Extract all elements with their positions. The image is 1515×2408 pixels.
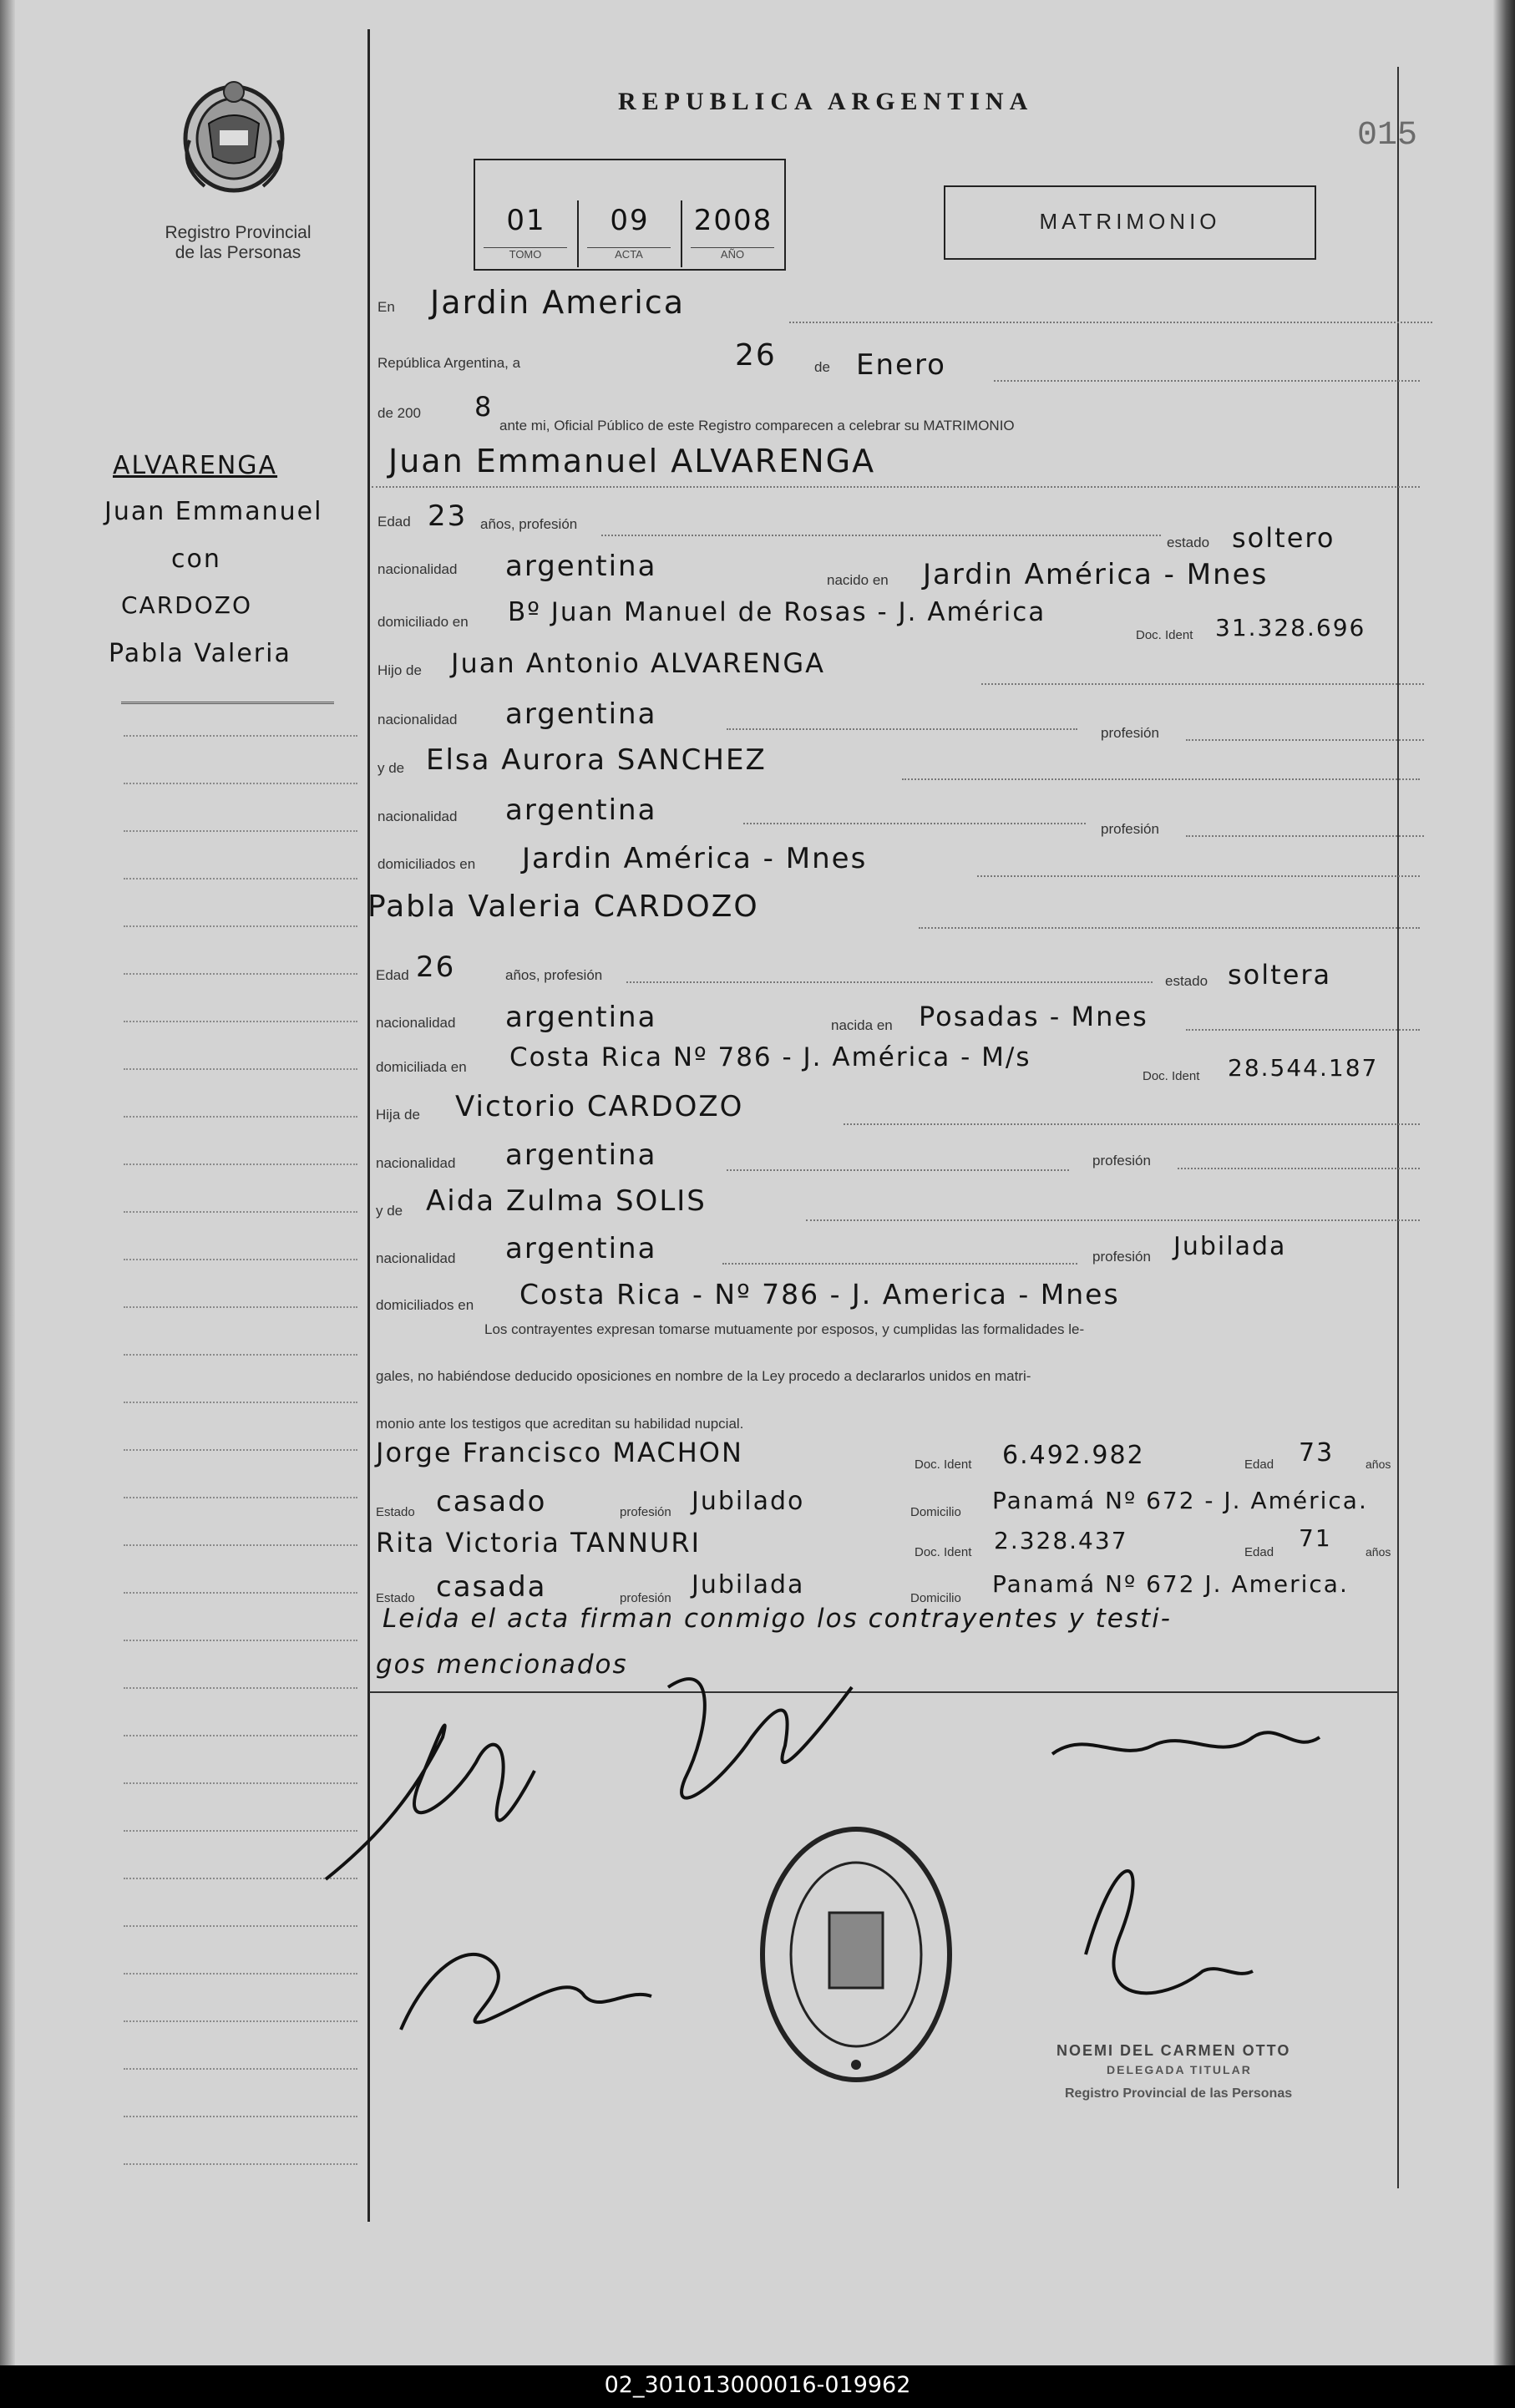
coat-of-arms-icon [171, 74, 296, 199]
margin-rule-line [124, 1544, 357, 1546]
groom-name: Juan Emmanuel ALVARENGA [388, 443, 876, 479]
month: Enero [856, 348, 946, 382]
bride-parents-domicilio-label: domiciliados en [376, 1297, 474, 1313]
declaration-line2: gales, no habiéndose deducido oposiciones en nombre de la Ley procedo a declararlos unidos en matri- [376, 1368, 1031, 1384]
witness1-doc: 6.492.982 [1002, 1441, 1145, 1470]
place-line [789, 322, 1432, 323]
bride-father-line [844, 1123, 1420, 1125]
act-type-box [944, 185, 1316, 260]
witness1-domicilio-label: Domicilio [910, 1505, 961, 1519]
witness1-profesion: Jubilado [692, 1487, 805, 1516]
day: 26 [735, 338, 777, 373]
bride-mother-line [806, 1219, 1420, 1221]
groom-estado: soltero [1232, 522, 1335, 554]
bride-father-profesion-label: profesión [1092, 1153, 1151, 1169]
bride-mother-nac-label: nacionalidad [376, 1250, 456, 1266]
bride-yde-label: y de [376, 1203, 403, 1219]
margin-rule-line [124, 1163, 357, 1165]
witness1-anos-label: años [1366, 1457, 1391, 1471]
signature-bride [668, 1679, 852, 1798]
groom-mother-nac: argentina [505, 793, 657, 827]
groom-father: Juan Antonio ALVARENGA [451, 647, 826, 679]
bride-estado-label: estado [1165, 973, 1208, 989]
witness1-profesion-label: profesión [620, 1505, 671, 1519]
margin-rule-line [124, 735, 357, 737]
groom-mother-line [902, 778, 1420, 780]
groom-parents-domicilio: Jardin América - Mnes [522, 842, 868, 875]
margin-name-groom: Juan Emmanuel [104, 497, 323, 526]
bride-birthplace: Posadas - Mnes [919, 1001, 1148, 1032]
bride-father: Victorio CARDOZO [455, 1090, 744, 1123]
witness2-doc: 2.328.437 [994, 1527, 1128, 1554]
bride-estado: soltera [1228, 959, 1332, 991]
place: Jardin America [430, 284, 686, 321]
bride-doc: 28.544.187 [1228, 1054, 1379, 1082]
groom-mother-nac-line [743, 823, 1086, 824]
bride-mother-nac: argentina [505, 1232, 657, 1265]
margin-connector: con [171, 545, 221, 574]
margin-rule-line [124, 1306, 357, 1308]
bride-nacionalidad: argentina [505, 1001, 657, 1034]
signature-witness-2 [1052, 1732, 1320, 1754]
witness1-name: Jorge Francisco MACHON [376, 1437, 743, 1468]
witness2-doc-label: Doc. Ident [915, 1545, 972, 1559]
groom-father-line [981, 683, 1424, 685]
registry-seal-icon [756, 1821, 956, 2088]
closing-line1: Leida el acta firman conmigo los contrayentes y testi- [383, 1604, 1172, 1634]
groom-name-line [372, 486, 1420, 488]
groom-estado-label: estado [1167, 535, 1210, 550]
bride-domicilio: Costa Rica Nº 786 - J. América - M/s [509, 1042, 1031, 1072]
margin-rule-line [124, 1211, 357, 1213]
groom-nacido-label: nacido en [827, 572, 889, 588]
anio-cell [682, 200, 784, 267]
witness2-anos-label: años [1366, 1545, 1391, 1559]
bride-birthplace-line [1186, 1029, 1420, 1031]
groom-nacionalidad-label: nacionalidad [377, 561, 458, 577]
witness2-name: Rita Victoria TANNURI [376, 1527, 701, 1559]
groom-profesion-line [601, 535, 1161, 536]
witness1-estado-label: Estado [376, 1505, 415, 1519]
groom-mother-profesion-label: profesión [1101, 821, 1159, 837]
margin-surname-groom: ALVARENGA [113, 451, 278, 480]
bride-mother-nac-line [722, 1263, 1077, 1265]
groom-father-profesion-line [1186, 739, 1424, 741]
registry-name-line2: de las Personas [175, 243, 301, 262]
bride-nacida-label: nacida en [831, 1017, 893, 1033]
groom-hijo-label: Hijo de [377, 662, 422, 678]
margin-rule-line [124, 973, 357, 975]
anio-value: 2008 [693, 204, 773, 237]
official-stamp-name: NOEMI DEL CARMEN OTTO [1056, 2042, 1291, 2059]
scan-id: 02_301013000016-019962 [604, 2372, 911, 2398]
margin-rule-line [124, 783, 357, 784]
official-stamp-title: DELEGADA TITULAR [1107, 2063, 1252, 2076]
groom-parents-domicilio-line [977, 875, 1420, 877]
groom-age: 23 [428, 499, 468, 533]
witness2-domicilio-label: Domicilio [910, 1591, 961, 1605]
margin-rule-line [124, 878, 357, 880]
record-number-box [474, 159, 786, 271]
witness2-estado-label: Estado [376, 1591, 415, 1605]
bride-profesion-line [626, 981, 1153, 983]
margin-surname-bride: CARDOZO [121, 591, 252, 619]
tomo-caption: TOMO [484, 247, 567, 261]
bride-nacionalidad-label: nacionalidad [376, 1015, 456, 1031]
groom-father-nac-label: nacionalidad [377, 712, 458, 727]
groom-nacionalidad: argentina [505, 550, 657, 583]
page-number: 015 [1357, 117, 1418, 155]
signature-official [1086, 1871, 1253, 1993]
bride-name: Pabla Valeria CARDOZO [367, 890, 759, 924]
margin-rule-line [124, 1116, 357, 1118]
witness2-profesion-label: profesión [620, 1591, 671, 1605]
country-title: REPUBLICA ARGENTINA [618, 88, 1034, 115]
groom-mother: Elsa Aurora SANCHEZ [426, 743, 767, 777]
groom-father-nac: argentina [505, 697, 657, 731]
de-label: de [814, 359, 830, 375]
witness2-edad-label: Edad [1244, 1545, 1274, 1559]
margin-rule-line [124, 1259, 357, 1260]
registry-name [117, 223, 359, 263]
en-label: En [377, 299, 395, 315]
official-stamp-registry: Registro Provincial de las Personas [1065, 2086, 1293, 2101]
witness2-profesion: Jubilada [692, 1570, 805, 1599]
closing-line2: gos mencionados [376, 1650, 628, 1680]
anio-caption: AÑO [691, 247, 774, 261]
witness2-domicilio: Panamá Nº 672 J. America. [992, 1570, 1349, 1598]
declaration-line1: Los contrayentes expresan tomarse mutuamente por esposos, y cumplidas las formalidades le- [484, 1321, 1085, 1337]
de-year-label: de 200 [377, 405, 421, 421]
bride-domicilio-label: domiciliada en [376, 1059, 467, 1075]
margin-rule-line [124, 1592, 357, 1594]
margin-rule-line [124, 1354, 357, 1356]
year-digit: 8 [474, 391, 494, 423]
groom-edad-label: Edad [377, 514, 411, 530]
bride-mother: Aida Zulma SOLIS [426, 1184, 707, 1218]
tomo-cell [475, 200, 579, 267]
groom-birthplace: Jardin América - Mnes [923, 558, 1269, 591]
bride-mother-profesion-label: profesión [1092, 1249, 1151, 1265]
groom-domicilio: Bº Juan Manuel de Rosas - J. América [508, 597, 1046, 627]
margin-name-bride: Pabla Valeria [109, 639, 291, 668]
bride-name-line [919, 927, 1420, 929]
margin-underline [121, 702, 334, 704]
republica-label: República Argentina, a [377, 355, 521, 371]
bride-edad-label: Edad [376, 967, 409, 983]
declaration-line3: monio ante los testigos que acreditan su habilidad nupcial. [376, 1416, 744, 1432]
witness1-estado: casado [436, 1485, 547, 1518]
groom-father-nac-line [727, 728, 1077, 730]
witness1-doc-label: Doc. Ident [915, 1457, 972, 1472]
groom-mother-profesion-line [1186, 835, 1424, 837]
tomo-value: 01 [506, 204, 546, 237]
groom-father-profesion-label: profesión [1101, 725, 1159, 741]
margin-rule-line [124, 830, 357, 832]
date-line [994, 380, 1420, 382]
margin-rule-line [124, 925, 357, 927]
bride-father-nac: argentina [505, 1138, 657, 1172]
margin-rule-line [124, 2163, 357, 2165]
witness1-edad-label: Edad [1244, 1457, 1274, 1472]
margin-rule-line [124, 1497, 357, 1498]
groom-parents-domicilio-label: domiciliados en [377, 856, 476, 872]
acta-value: 09 [610, 204, 650, 237]
groom-doc-label: Doc. Ident [1136, 628, 1193, 642]
act-type-label: MATRIMONIO [1039, 209, 1221, 234]
signature-witness-1 [401, 1954, 651, 2030]
bride-father-nac-line [727, 1169, 1069, 1171]
signature-groom [326, 1725, 535, 1879]
margin-rule-line [124, 1068, 357, 1070]
margin-rule-line [124, 1402, 357, 1403]
bride-age: 26 [416, 951, 456, 984]
groom-yde-label: y de [377, 760, 405, 776]
margin-ruled-lines [0, 0, 367, 2365]
bride-father-nac-label: nacionalidad [376, 1155, 456, 1171]
bride-hija-label: Hija de [376, 1107, 420, 1123]
bride-parents-domicilio: Costa Rica - Nº 786 - J. America - Mnes [519, 1278, 1120, 1310]
groom-mother-nac-label: nacionalidad [377, 809, 458, 824]
bride-father-profesion-line [1178, 1168, 1420, 1169]
groom-domicilio-label: domiciliado en [377, 614, 469, 630]
appearance-statement: ante mi, Oficial Público de este Registro comparecen a celebrar su MATRIMONIO [499, 418, 1015, 433]
acta-caption: ACTA [587, 247, 671, 261]
bride-doc-label: Doc. Ident [1143, 1069, 1200, 1083]
margin-rule-line [124, 1021, 357, 1022]
groom-doc: 31.328.696 [1215, 614, 1366, 641]
acta-cell [579, 200, 682, 267]
bride-profesion-label: años, profesión [505, 967, 603, 983]
witness2-edad: 71 [1299, 1524, 1332, 1552]
witness1-domicilio: Panamá Nº 672 - J. América. [992, 1487, 1368, 1514]
margin-rule-line [124, 1449, 357, 1451]
witness2-estado: casada [436, 1570, 547, 1604]
scan-right-edge [1493, 0, 1515, 2365]
bride-mother-profesion: Jubilada [1173, 1232, 1287, 1261]
groom-profesion-label: años, profesión [480, 516, 578, 532]
registry-name-line1: Registro Provincial [165, 223, 312, 242]
witness1-edad: 73 [1299, 1438, 1335, 1468]
